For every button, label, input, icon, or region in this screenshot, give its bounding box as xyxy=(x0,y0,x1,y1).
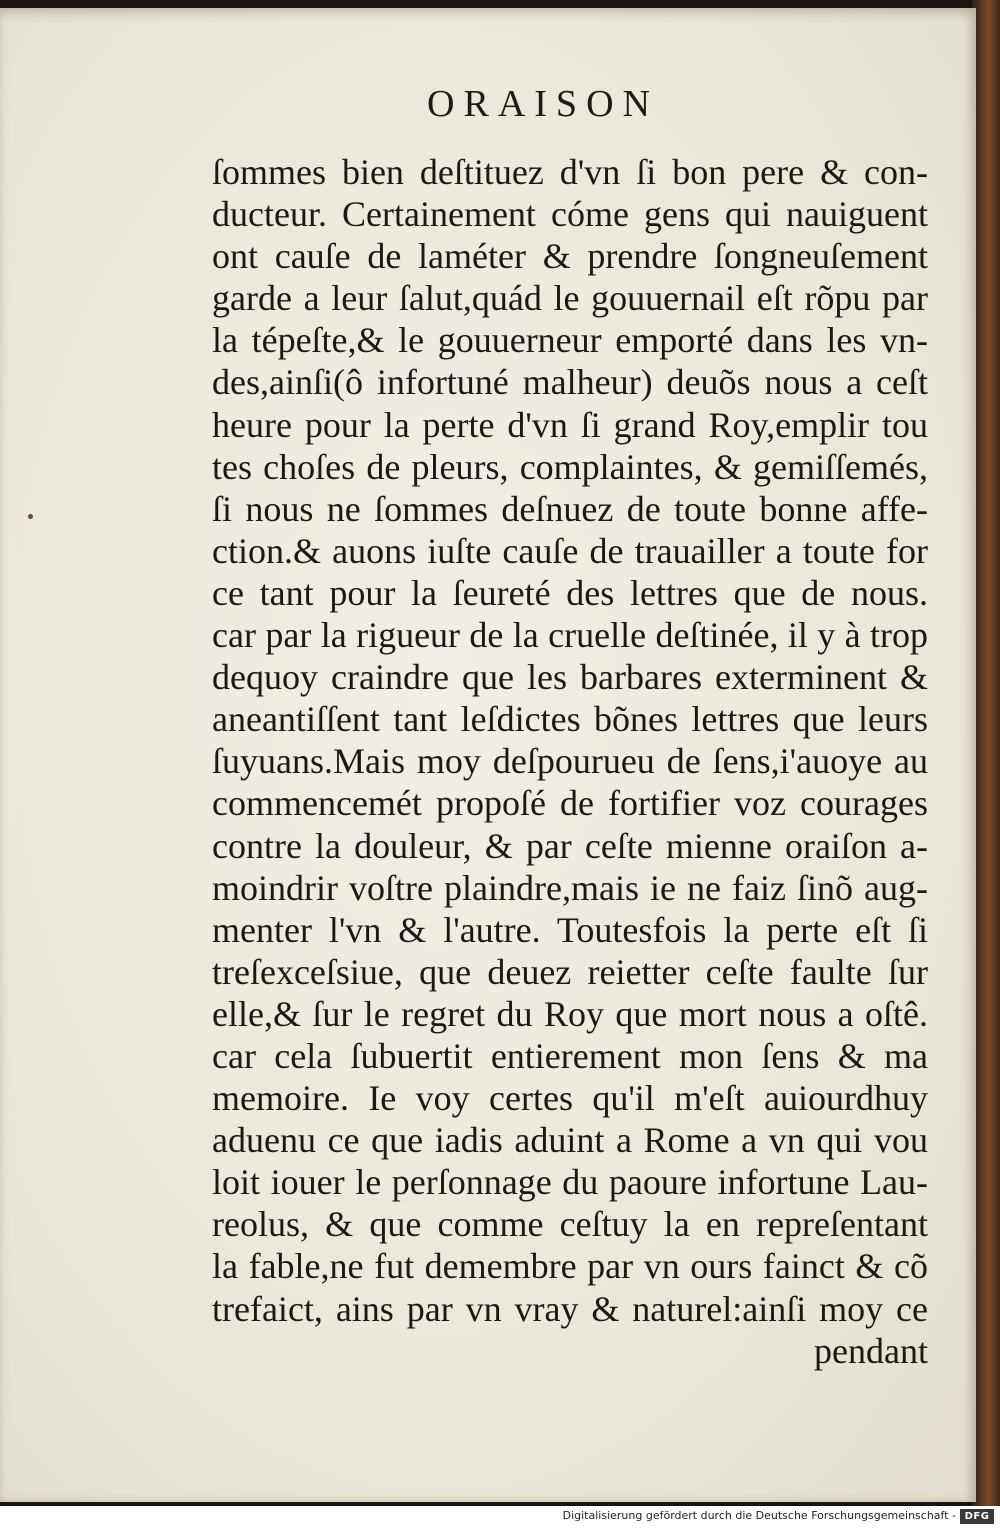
text-line: aneantiſſent tant leſdictes bõnes lettres que leurs xyxy=(212,699,928,740)
text-line: garde a leur ſalut,quád le gouuernail eſt rõpu par xyxy=(212,278,928,319)
text-line: treſexceſsiue, que deuez reietter ceſte faulte ſur xyxy=(212,951,928,992)
text-line: reolus, & que comme ceſtuy la en repreſentant xyxy=(212,1204,928,1245)
text-line: car par la rigueur de la cruelle deſtinée, il y à trop xyxy=(212,615,928,656)
text-line: ſommes bien deſtituez d'vn ſi bon pere & con- xyxy=(212,152,928,192)
body-text xyxy=(212,151,928,1372)
text-line: ction.& auons iuſte cauſe de trauailler a toute for xyxy=(212,530,928,571)
text-line: elle,& ſur le regret du Roy que mort nous a oſtê. xyxy=(212,993,928,1034)
text-line: menter l'vn & l'autre. Toutesfois la perte eſt ſi xyxy=(212,909,928,950)
text-line: commencemét propoſé de fortifier voz courages xyxy=(212,783,928,824)
catchword: pendant xyxy=(814,1330,928,1371)
text-line: des,ainſi(ô infortuné malheur) deuõs nous a ceſt xyxy=(212,362,928,403)
text-line: heure pour la perte d'vn ſi grand Roy,emplir tou xyxy=(212,404,928,445)
text-line: ducteur. Certainement cóme gens qui nauiguent xyxy=(212,194,928,235)
text-line: car cela ſubuertit entierement mon ſens & ma xyxy=(212,1035,928,1076)
text-line: ſi nous ne ſommes deſnuez de toute bonne affe- xyxy=(212,488,928,529)
text-line: tes choſes de pleurs, complaintes, & gemiſſemés, xyxy=(212,446,928,487)
footer-bar xyxy=(0,1506,1000,1528)
text-line: la tépeſte,& le gouuerneur emporté dans les vn- xyxy=(212,320,928,361)
text-line: aduenu ce que iadis aduint a Rome a vn qui vou xyxy=(212,1120,928,1161)
text-line: memoire. Ie voy certes qu'il m'eſt auiourdhuy xyxy=(212,1078,928,1119)
funding-credit: Digitalisierung gefördert durch die Deutsche Forschungsgemeinschaft - xyxy=(562,1509,956,1522)
text-line: contre la douleur, & par ceſte mienne oraiſon a- xyxy=(212,825,928,866)
text-line: la fable,ne fut demembre par vn ours fainct & cõ xyxy=(212,1246,928,1287)
running-head: ORAISON xyxy=(427,83,659,125)
page-edge xyxy=(972,0,1000,1506)
text-line: ſuyuans.Mais moy deſpourueu de ſens,i'auoye au xyxy=(212,741,928,782)
text-line: ce tant pour la ſeureté des lettres que de nous. xyxy=(212,572,928,613)
text-line: trefaict, ains par vn vray & naturel:ainſi moy ce xyxy=(212,1288,928,1329)
text-line: dequoy craindre que les barbares exterminent & xyxy=(212,657,928,698)
text-line: ont cauſe de laméter & prendre ſongneuſement xyxy=(212,236,928,277)
text-line: moindrir voſtre plaindre,mais ie ne faiz ſinõ aug- xyxy=(212,867,928,908)
ink-speck xyxy=(28,514,33,519)
text-line: loit iouer le perſonnage du paoure infortune Lau- xyxy=(212,1162,928,1203)
dfg-logo-icon: DFG xyxy=(960,1509,994,1524)
book-page xyxy=(0,8,976,1502)
